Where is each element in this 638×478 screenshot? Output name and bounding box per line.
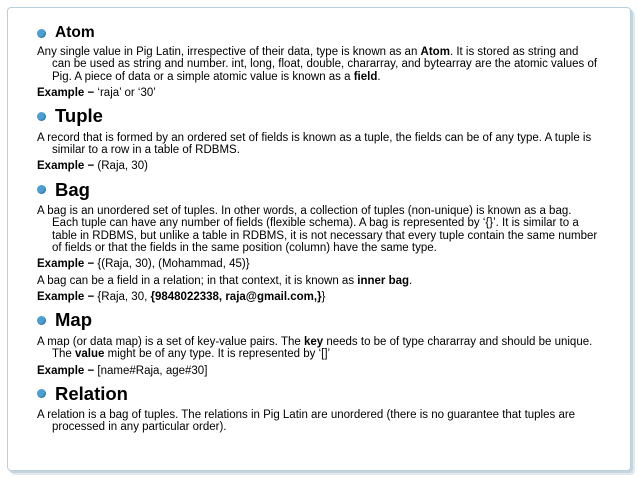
inner-bag-example xyxy=(37,291,599,303)
heading-map-label: Map xyxy=(55,309,92,331)
inner-bag-example-text-1: {Raja, 30, xyxy=(97,291,151,304)
atom-desc-text-1: Any single value in Pig Latin, irrespective of their data, type is known as an xyxy=(37,46,421,58)
map-example-label: Example − xyxy=(37,364,98,377)
map-example-value: [name#Raja, age#30] xyxy=(97,364,208,377)
map-desc-text-3: might be of any type. It is represented by ‘[]’ xyxy=(104,348,331,361)
inner-bag-text-1: A bag can be a field in a relation; in that context, it is known as xyxy=(37,274,358,287)
inner-bag-description xyxy=(37,275,599,287)
atom-example xyxy=(37,87,599,99)
atom-example-label: Example − xyxy=(37,87,98,100)
inner-bag-example-bold: {9848022338, raja@gmail.com,} xyxy=(150,291,322,304)
bullet-icon xyxy=(37,112,46,121)
inner-bag-bold: inner bag xyxy=(357,274,410,287)
inner-bag-example-text-2: } xyxy=(321,291,326,304)
heading-atom-label: Atom xyxy=(55,23,95,41)
heading-relation-label: Relation xyxy=(55,382,128,404)
heading-bag xyxy=(37,177,599,203)
inner-bag-example-label: Example − xyxy=(37,291,98,304)
bag-example-value: {(Raja, 30), (Mohammad, 45)} xyxy=(97,258,250,271)
inner-bag-text-2: . xyxy=(409,274,413,287)
atom-example-value: ‘raja’ or ‘30’ xyxy=(97,87,156,100)
heading-bag-label: Bag xyxy=(55,178,90,200)
map-desc-bold-2: value xyxy=(75,348,105,361)
heading-atom xyxy=(37,22,599,44)
atom-desc-text-3: . xyxy=(377,70,381,83)
slide-content xyxy=(37,22,599,438)
bullet-icon xyxy=(37,185,46,194)
tuple-example xyxy=(37,160,599,172)
bag-description: A bag is an unordered set of tuples. In other words, a collection of tuples (non-unique) is known as a bag. Each tuple can have any number of fields (flexible schema). A bag is represented by ‘{}’. It is similar to a table in RDBMS, but unlike a table in RDBMS, it is not necessary that every tuple contain the same number of fields or that the fields in the same position (column) have the same type. xyxy=(37,204,598,255)
bullet-icon xyxy=(37,29,46,38)
bag-example-label: Example − xyxy=(37,258,98,271)
heading-tuple-label: Tuple xyxy=(55,105,103,127)
relation-description: A relation is a bag of tuples. The relations in Pig Latin are unordered (there is no guarantee that tuples are processed in any particular order). xyxy=(37,408,576,434)
map-desc-text-1: A map (or data map) is a set of key-value pairs. The xyxy=(37,335,304,348)
bullet-icon xyxy=(37,316,46,325)
atom-description xyxy=(37,46,599,83)
atom-desc-bold-1: Atom xyxy=(420,46,450,58)
atom-desc-text-2: . It is stored as string and can be used as string and number. int, long, float, double, chararray, and bytearray are the atomic values of Pig. A piece of data or a simple atomic value is known as a xyxy=(52,46,598,83)
bag-example xyxy=(37,258,599,270)
heading-tuple xyxy=(37,104,599,130)
map-desc-text-2: needs to be of type chararray and should be unique. The xyxy=(52,335,593,361)
map-description xyxy=(37,336,599,361)
map-example xyxy=(37,365,599,377)
heading-relation xyxy=(37,381,599,407)
heading-map xyxy=(37,308,599,334)
tuple-example-label: Example − xyxy=(37,160,98,173)
map-desc-bold-1: key xyxy=(303,335,324,348)
tuple-example-value: (Raja, 30) xyxy=(97,160,148,173)
tuple-description: A record that is formed by an ordered set of fields is known as a tuple, the fields can be of any type. A tuple is similar to a row in a table of RDBMS. xyxy=(37,131,592,157)
bullet-icon xyxy=(37,389,46,398)
atom-desc-bold-2: field xyxy=(353,70,378,83)
